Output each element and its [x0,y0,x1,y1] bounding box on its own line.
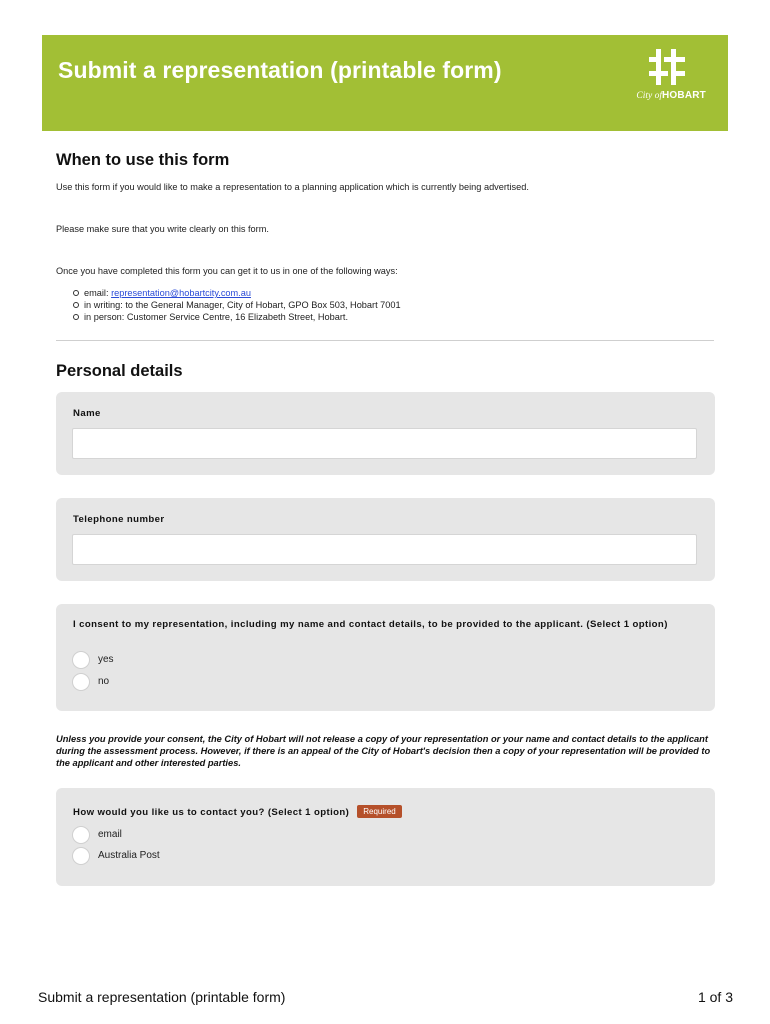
section-divider [56,340,714,341]
list-item: in person: Customer Service Centre, 16 Elizabeth Street, Hobart. [56,311,401,323]
contact-panel: How would you like us to contact you? (Select 1 option) Required email Australia Post [56,788,715,886]
phone-label: Telephone number [73,514,165,525]
page-number: 1 of 3 [697,989,733,1005]
contact-label: How would you like us to contact you? (Select 1 option) Required [73,805,402,818]
name-panel [56,392,715,475]
consent-note: Unless you provide your consent, the City of Hobart will not release a copy of your representation or your name and contact details to the applicant during the assessment process. However, if there is an appeal of the City of Hobart's decision then a copy of your representation will be provided to the applicant and other interested parties. [56,734,711,768]
section-heading-when: When to use this form [56,151,230,169]
consent-label: I consent to my representation, including my name and contact details, to be provided to the applicant. (Select 1 option) [73,619,668,630]
phone-field[interactable] [72,534,697,565]
radio-button[interactable] [72,651,90,669]
list-item: in writing: to the General Manager, City of Hobart, GPO Box 503, Hobart 7001 [56,299,401,311]
submission-methods-list [56,287,401,323]
page-title: Submit a representation (printable form) [58,57,502,83]
phone-panel [56,498,715,581]
header-banner [42,35,728,131]
footer-title: Submit a representation (printable form) [38,989,286,1005]
consent-panel: I consent to my representation, including my name and contact details, to be provided to the applicant. (Select 1 option) yes no [56,604,715,711]
intro-paragraph: Use this form if you would like to make a representation to a planning application which is currently being advertised. [56,182,529,192]
email-link[interactable]: representation@hobartcity.com.au [111,288,251,298]
name-label: Name [73,408,101,419]
city-of-hobart-logo [626,49,706,105]
hobart-logo-icon [647,49,687,85]
name-field[interactable] [72,428,697,459]
section-heading-personal: Personal details [56,362,183,380]
list-item: email: representation@hobartcity.com.au [56,287,401,299]
radio-button[interactable] [72,847,90,865]
radio-button[interactable] [72,826,90,844]
required-badge: Required [357,805,401,818]
submission-paragraph: Once you have completed this form you can get it to us in one of the following ways: [56,266,398,276]
radio-button[interactable] [72,673,90,691]
logo-wordmark: City ofHOBART [636,90,706,101]
clarity-paragraph: Please make sure that you write clearly on this form. [56,224,269,234]
